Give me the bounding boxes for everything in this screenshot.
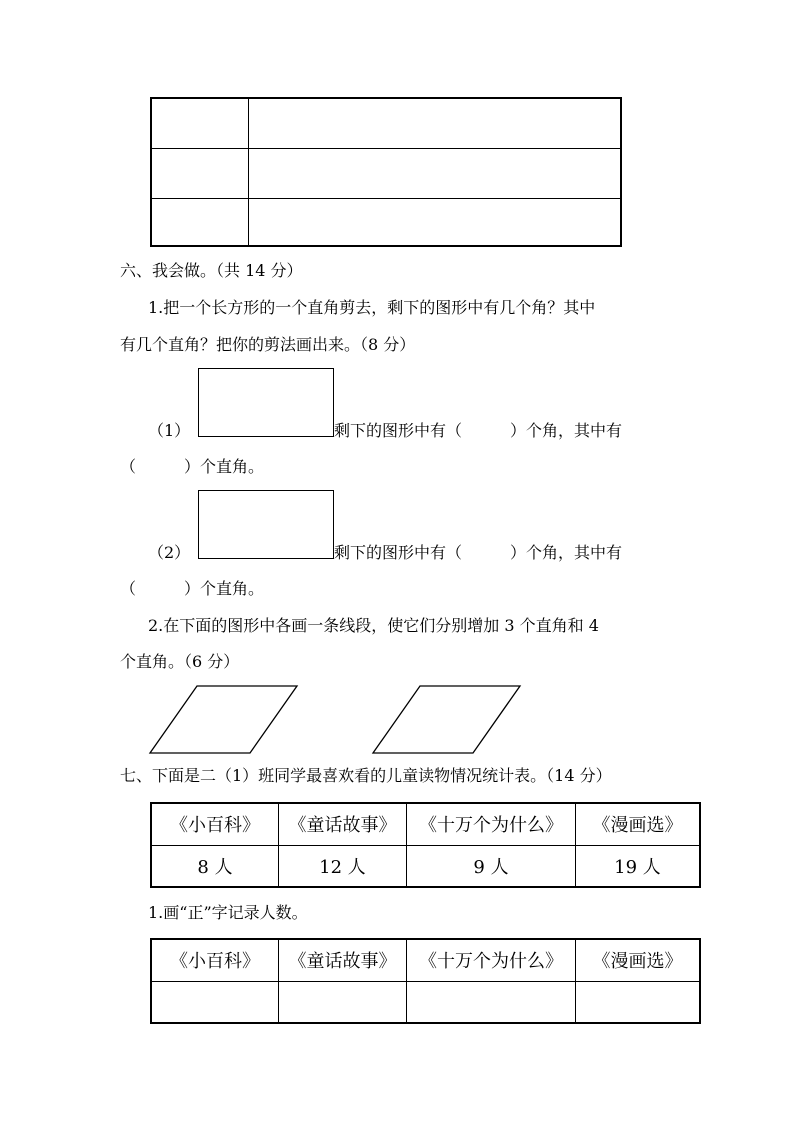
tally-header-cell: 《小百科》 (151, 939, 279, 981)
sub2-label: （2） (148, 543, 191, 562)
tally-entry-cell (151, 981, 279, 1023)
stats-header-cell: 《小百科》 (151, 803, 279, 845)
s7-sub1: 1.画“正”字记录人数。 (148, 903, 308, 922)
top-table-cell (151, 198, 249, 246)
tally-entry-cell (407, 981, 576, 1023)
tally-header-cell: 《十万个为什么》 (407, 939, 576, 981)
stats-count-cell: 19 人 (576, 845, 701, 887)
sub1-text: 剩下的图形中有（ ）个角，其中有 (334, 421, 623, 440)
top-table-cell (151, 148, 249, 198)
tally-header-cell: 《童话故事》 (279, 939, 407, 981)
q1-line1: 1.把一个长方形的一个直角剪去，剩下的图形中有几个角？其中 (148, 298, 596, 317)
parallelograms (140, 680, 540, 760)
section6-title: 六、我会做。（共 14 分） (120, 261, 303, 280)
stats-count-cell: 12 人 (279, 845, 407, 887)
top-table-cell (151, 98, 249, 148)
stats-table (150, 802, 701, 888)
q2-line1: 2.在下面的图形中各画一条线段，使它们分别增加 3 个直角和 4 (148, 616, 599, 635)
top-table-cell (249, 148, 622, 198)
stats-header-cell: 《童话故事》 (279, 803, 407, 845)
q2-line2: 个直角。（6 分） (120, 652, 240, 671)
tally-entry-cell (576, 981, 701, 1023)
top-table-cell (249, 98, 622, 148)
top-table-cell (249, 198, 622, 246)
stats-count-cell: 8 人 (151, 845, 279, 887)
parallelogram-2 (373, 686, 520, 753)
rectangle-figure-1 (198, 368, 334, 437)
rectangle-figure-2 (198, 490, 334, 559)
stats-count-cell: 9 人 (407, 845, 576, 887)
stats-header-cell: 《漫画选》 (576, 803, 701, 845)
sub2-text: 剩下的图形中有（ ）个角，其中有 (334, 543, 623, 562)
tally-entry-cell (279, 981, 407, 1023)
q1-line2: 有几个直角？把你的剪法画出来。（8 分） (120, 335, 416, 354)
section7-title: 七、下面是二（1）班同学最喜欢看的儿童读物情况统计表。（14 分） (120, 766, 612, 785)
sub1-text2: （ ）个直角。 (120, 457, 265, 476)
tally-header-cell: 《漫画选》 (576, 939, 701, 981)
stats-header-cell: 《十万个为什么》 (407, 803, 576, 845)
sub2-text2: （ ）个直角。 (120, 579, 265, 598)
sub1-label: （1） (148, 421, 191, 440)
parallelogram-1 (150, 686, 297, 753)
tally-table (150, 938, 701, 1024)
top-table (150, 97, 622, 247)
